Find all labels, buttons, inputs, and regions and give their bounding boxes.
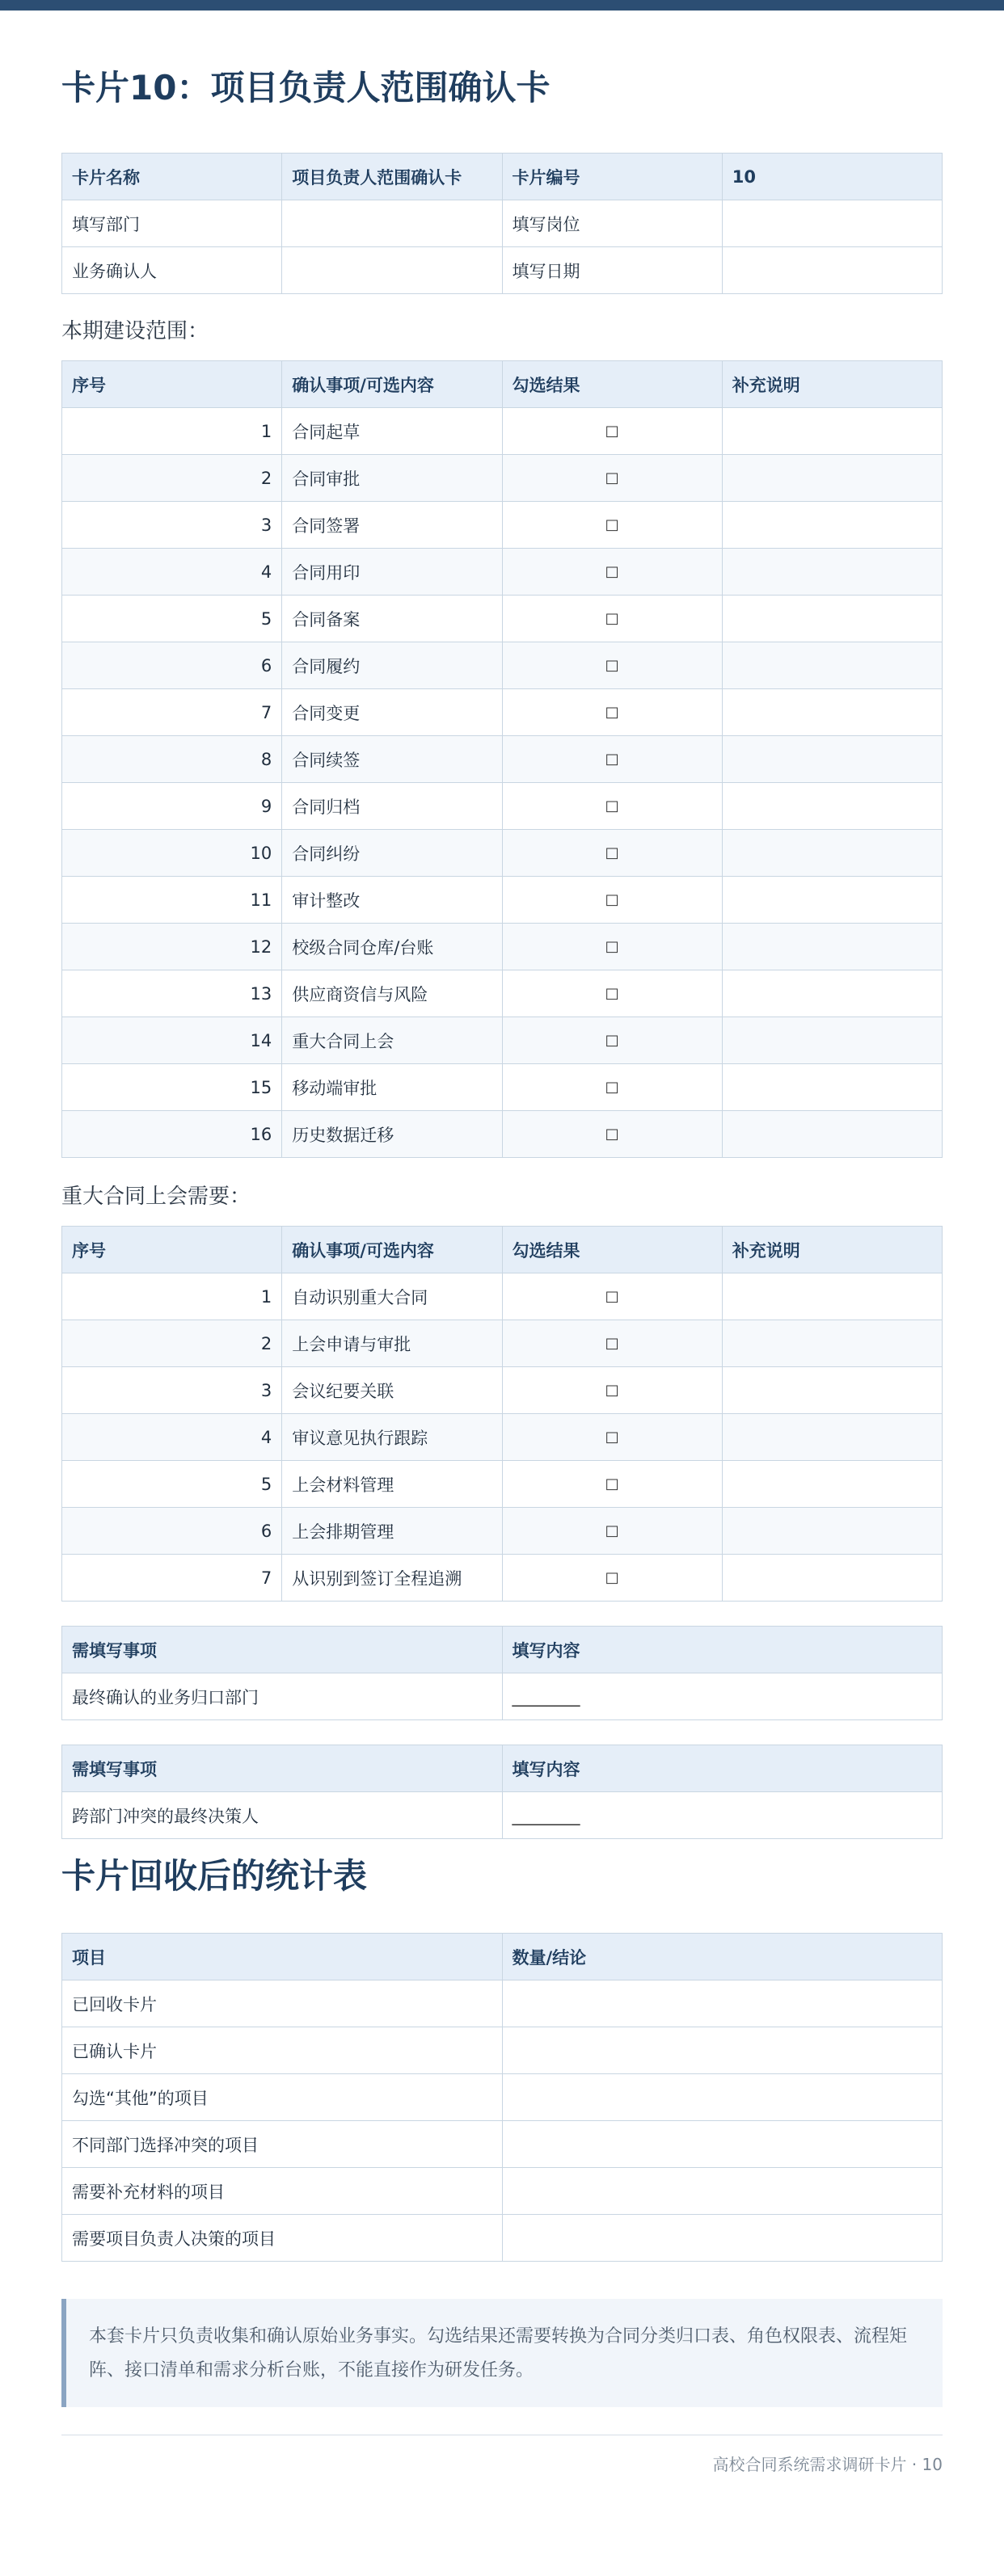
stats-value-field[interactable] (502, 2168, 943, 2215)
row-note-field[interactable] (722, 502, 942, 549)
header-check: 勾选结果 (502, 361, 722, 408)
row-item: 合同履约 (282, 642, 502, 689)
header-note: 补充说明 (722, 361, 942, 408)
row-note-field[interactable] (722, 1461, 942, 1508)
row-note-field[interactable] (722, 1320, 942, 1367)
major-label: 重大合同上会需要： (61, 1185, 251, 1209)
page-footer: 高校合同系统需求调研卡片 · 10 (712, 2455, 943, 2474)
row-item: 审议意见执行跟踪 (282, 1414, 502, 1461)
table-row (62, 1064, 943, 1111)
row-item: 从识别到签订全程追溯 (282, 1555, 502, 1602)
table-row (62, 455, 943, 502)
row-note-field[interactable] (722, 596, 942, 642)
card-title: 卡片10：项目负责人范围确认卡 (61, 68, 551, 107)
header-stats-item: 项目 (62, 1934, 503, 1980)
row-number: 15 (62, 1064, 282, 1111)
table-row (62, 736, 943, 783)
row-number: 3 (62, 502, 282, 549)
row-checkbox[interactable]: □ (502, 1320, 722, 1367)
stats-item: 需要补充材料的项目 (62, 2168, 503, 2215)
table-row (62, 1111, 943, 1158)
stats-row (62, 2074, 943, 2121)
row-number: 11 (62, 877, 282, 924)
row-note-field[interactable] (722, 642, 942, 689)
row-number: 5 (62, 596, 282, 642)
major-header-row (62, 1227, 943, 1273)
stats-value-field[interactable] (502, 2074, 943, 2121)
header-item: 确认事项/可选内容 (282, 1227, 502, 1273)
row-note-field[interactable] (722, 830, 942, 877)
scope-table (61, 360, 943, 1158)
row-note-field[interactable] (722, 877, 942, 924)
stats-row (62, 1980, 943, 2027)
stats-title: 卡片回收后的统计表 (61, 1856, 368, 1896)
row-checkbox[interactable]: □ (502, 736, 722, 783)
row-number: 7 (62, 689, 282, 736)
row-note-field[interactable] (722, 1111, 942, 1158)
row-number: 13 (62, 970, 282, 1017)
row-checkbox[interactable]: □ (502, 549, 722, 596)
row-checkbox[interactable]: □ (502, 1461, 722, 1508)
info-value[interactable]: 10 (722, 154, 942, 200)
row-checkbox[interactable]: □ (502, 924, 722, 970)
row-item: 合同变更 (282, 689, 502, 736)
fill-blank-decision-maker[interactable] (502, 1792, 943, 1839)
row-note-field[interactable] (722, 1064, 942, 1111)
row-number: 5 (62, 1461, 282, 1508)
header-check: 勾选结果 (502, 1227, 722, 1273)
table-row (62, 408, 943, 455)
fill-header-row (62, 1627, 943, 1673)
row-note-field[interactable] (722, 783, 942, 830)
fill-table-decision-maker (61, 1745, 943, 1839)
fill-header-row (62, 1745, 943, 1792)
table-row (62, 502, 943, 549)
stats-value-field[interactable] (502, 2121, 943, 2168)
row-checkbox[interactable]: □ (502, 1111, 722, 1158)
row-item: 审计整改 (282, 877, 502, 924)
row-checkbox[interactable]: □ (502, 970, 722, 1017)
row-checkbox[interactable]: □ (502, 830, 722, 877)
row-number: 2 (62, 1320, 282, 1367)
row-checkbox[interactable]: □ (502, 1414, 722, 1461)
row-note-field[interactable] (722, 1017, 942, 1064)
row-item: 合同起草 (282, 408, 502, 455)
stats-item: 已确认卡片 (62, 2027, 503, 2074)
row-checkbox[interactable]: □ (502, 1273, 722, 1320)
row-checkbox[interactable]: □ (502, 1508, 722, 1555)
info-value[interactable]: 项目负责人范围确认卡 (282, 154, 502, 200)
scope-header-row (62, 361, 943, 408)
info-label: 填写日期 (502, 247, 722, 294)
table-row (62, 924, 943, 970)
table-row (62, 1508, 943, 1555)
row-number: 4 (62, 549, 282, 596)
fill-blank-line: ________ (512, 1686, 580, 1707)
row-item: 重大合同上会 (282, 1017, 502, 1064)
table-row (62, 1017, 943, 1064)
fill-item-label: 跨部门冲突的最终决策人 (62, 1792, 503, 1839)
row-number: 1 (62, 408, 282, 455)
table-row (62, 1273, 943, 1320)
row-number: 9 (62, 783, 282, 830)
row-note-field[interactable] (722, 549, 942, 596)
row-item: 上会排期管理 (282, 1508, 502, 1555)
stats-item: 已回收卡片 (62, 1980, 503, 2027)
header-note: 补充说明 (722, 1227, 942, 1273)
info-value[interactable] (722, 200, 942, 247)
fill-blank-line: ________ (512, 1805, 580, 1825)
info-value[interactable] (282, 200, 502, 247)
row-checkbox[interactable]: □ (502, 1555, 722, 1602)
row-item: 合同用印 (282, 549, 502, 596)
info-row (62, 154, 943, 200)
table-row (62, 970, 943, 1017)
row-note-field[interactable] (722, 1555, 942, 1602)
row-item: 自动识别重大合同 (282, 1273, 502, 1320)
row-number: 3 (62, 1367, 282, 1414)
row-item: 历史数据迁移 (282, 1111, 502, 1158)
row-checkbox[interactable]: □ (502, 455, 722, 502)
row-note-field[interactable] (722, 1273, 942, 1320)
table-row (62, 783, 943, 830)
row-number: 16 (62, 1111, 282, 1158)
header-fill-item: 需填写事项 (62, 1745, 503, 1792)
info-label: 填写部门 (62, 200, 282, 247)
row-note-field[interactable] (722, 689, 942, 736)
row-number: 2 (62, 455, 282, 502)
row-number: 4 (62, 1414, 282, 1461)
row-checkbox[interactable]: □ (502, 1367, 722, 1414)
row-note-field[interactable] (722, 1508, 942, 1555)
stats-item: 需要项目负责人决策的项目 (62, 2215, 503, 2262)
row-item: 供应商资信与风险 (282, 970, 502, 1017)
table-row (62, 642, 943, 689)
header-stats-value: 数量/结论 (502, 1934, 943, 1980)
stats-row (62, 2121, 943, 2168)
row-item: 校级合同仓库/台账 (282, 924, 502, 970)
info-label: 卡片编号 (502, 154, 722, 200)
stats-item: 勾选“其他”的项目 (62, 2074, 503, 2121)
row-checkbox[interactable]: □ (502, 502, 722, 549)
info-label: 填写岗位 (502, 200, 722, 247)
row-checkbox[interactable]: □ (502, 783, 722, 830)
row-note-field[interactable] (722, 1367, 942, 1414)
row-item: 会议纪要关联 (282, 1367, 502, 1414)
row-item: 合同审批 (282, 455, 502, 502)
row-number: 10 (62, 830, 282, 877)
row-item: 移动端审批 (282, 1064, 502, 1111)
fill-item-label: 最终确认的业务归口部门 (62, 1673, 503, 1720)
row-checkbox[interactable]: □ (502, 877, 722, 924)
row-note-field[interactable] (722, 924, 942, 970)
note-callout: 本套卡片只负责收集和确认原始业务事实。勾选结果还需要转换为合同分类归口表、角色权限表、流程矩阵、接口清单和需求分析台账，不能直接作为研发任务。 (61, 2299, 943, 2407)
row-note-field[interactable] (722, 736, 942, 783)
row-number: 6 (62, 642, 282, 689)
top-accent-bar (0, 0, 1004, 11)
row-number: 1 (62, 1273, 282, 1320)
table-row (62, 830, 943, 877)
content (0, 11, 1004, 2475)
stats-value-field[interactable] (502, 2215, 943, 2262)
stats-header-row (62, 1934, 943, 1980)
row-note-field[interactable] (722, 408, 942, 455)
header-fill-content: 填写内容 (502, 1745, 943, 1792)
stats-table (61, 1933, 943, 2262)
row-item: 上会申请与审批 (282, 1320, 502, 1367)
table-row (62, 689, 943, 736)
card-info-table (61, 153, 943, 294)
stats-value-field[interactable] (502, 2027, 943, 2074)
row-checkbox[interactable]: □ (502, 642, 722, 689)
stats-item: 不同部门选择冲突的项目 (62, 2121, 503, 2168)
info-label: 卡片名称 (62, 154, 282, 200)
table-row (62, 877, 943, 924)
row-number: 14 (62, 1017, 282, 1064)
header-fill-content: 填写内容 (502, 1627, 943, 1673)
table-row (62, 1367, 943, 1414)
row-number: 8 (62, 736, 282, 783)
info-value[interactable] (282, 247, 502, 294)
header-no: 序号 (62, 361, 282, 408)
fill-table-department (61, 1626, 943, 1720)
row-checkbox[interactable]: □ (502, 1064, 722, 1111)
row-note-field[interactable] (722, 455, 942, 502)
row-item: 合同纠纷 (282, 830, 502, 877)
header-no: 序号 (62, 1227, 282, 1273)
fill-row (62, 1792, 943, 1839)
row-checkbox[interactable]: □ (502, 1017, 722, 1064)
fill-row (62, 1673, 943, 1720)
table-row (62, 1555, 943, 1602)
info-label: 业务确认人 (62, 247, 282, 294)
major-table (61, 1226, 943, 1602)
table-row (62, 1414, 943, 1461)
stats-row (62, 2215, 943, 2262)
row-item: 合同续签 (282, 736, 502, 783)
header-item: 确认事项/可选内容 (282, 361, 502, 408)
row-note-field[interactable] (722, 1414, 942, 1461)
table-row (62, 549, 943, 596)
row-item: 合同签署 (282, 502, 502, 549)
row-item: 合同备案 (282, 596, 502, 642)
info-row (62, 247, 943, 294)
row-number: 6 (62, 1508, 282, 1555)
stats-row (62, 2168, 943, 2215)
info-value[interactable] (722, 247, 942, 294)
header-fill-item: 需填写事项 (62, 1627, 503, 1673)
stats-value-field[interactable] (502, 1980, 943, 2027)
fill-blank-department[interactable] (502, 1673, 943, 1720)
row-checkbox[interactable]: □ (502, 408, 722, 455)
scope-label: 本期建设范围： (61, 319, 209, 343)
row-item: 合同归档 (282, 783, 502, 830)
row-checkbox[interactable]: □ (502, 689, 722, 736)
row-checkbox[interactable]: □ (502, 596, 722, 642)
table-row (62, 1461, 943, 1508)
row-number: 12 (62, 924, 282, 970)
row-number: 7 (62, 1555, 282, 1602)
stats-row (62, 2027, 943, 2074)
info-row (62, 200, 943, 247)
table-row (62, 1320, 943, 1367)
row-note-field[interactable] (722, 970, 942, 1017)
table-row (62, 596, 943, 642)
row-item: 上会材料管理 (282, 1461, 502, 1508)
